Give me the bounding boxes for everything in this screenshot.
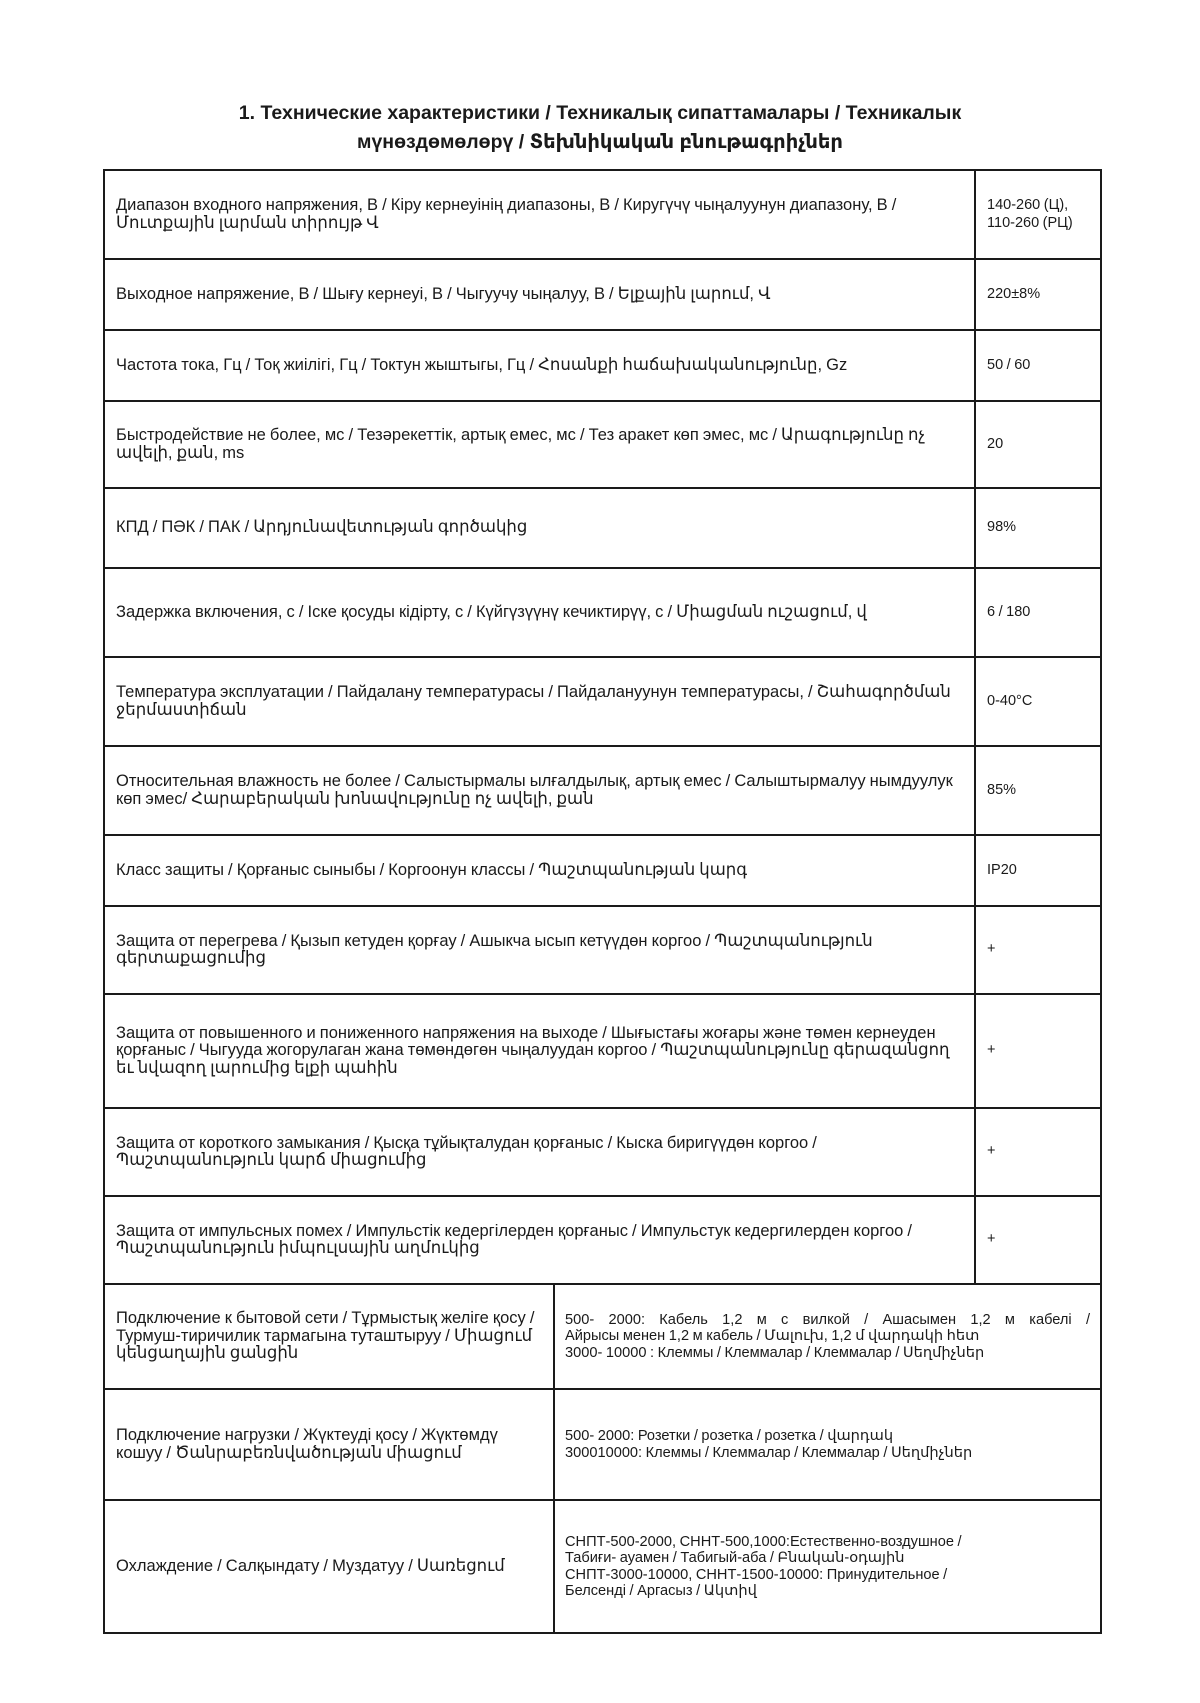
spec-value-line: 6 / 180 xyxy=(987,603,1031,620)
spec-value xyxy=(975,835,1101,906)
split-label: Подключение к бытовой сети / Тұрмыстық желіге қосу / Турмуш-тиричилик тармагына туташтыруу / Միացում կենցաղային ցանցին xyxy=(104,1284,554,1389)
spec-row xyxy=(104,568,1101,657)
spec-row xyxy=(104,746,1101,835)
split-value-line: 500- 2000: Розетки / розетка / розетка / վարդակ xyxy=(565,1428,894,1444)
spec-row xyxy=(104,906,1101,994)
spec-value xyxy=(975,488,1101,568)
split-row xyxy=(104,1284,1101,1389)
spec-value-line: + xyxy=(987,1042,996,1059)
spec-value-line: 220±8% xyxy=(987,285,1041,302)
spec-label: Задержка включения, с / Іске қосуды кідірту, с / Күйгүзүүнү кечиктирүү, с / Միացման ուշացում, վ xyxy=(104,568,975,657)
split-value-line: 500- 2000: Кабель 1,2 м с вилкой / Ашасымен 1,2 м кабелі / xyxy=(565,1311,1091,1328)
spec-row xyxy=(104,994,1101,1108)
spec-row xyxy=(104,488,1101,568)
spec-label: Температура эксплуатации / Пайдалану температурасы / Пайдалануунун температурасы, / Շահագործման ջերմաստիճան xyxy=(104,657,975,746)
spec-value xyxy=(975,746,1101,835)
spec-value xyxy=(975,401,1101,488)
spec-value-line: 140-260 (Ц), xyxy=(987,197,1069,213)
spec-row xyxy=(104,835,1101,906)
spec-label: Выходное напряжение, В / Шығу кернеуі, В / Чыгуучу чыңалуу, В / Ելքային լարում, Վ xyxy=(104,259,975,330)
spec-value-line: 85% xyxy=(987,781,1017,798)
spec-value-line: + xyxy=(987,1231,996,1248)
split-row xyxy=(104,1500,1101,1633)
spec-row xyxy=(104,1108,1101,1196)
spec-value-line: 50 / 60 xyxy=(987,356,1031,373)
split-value-line: Табиғи- ауамен / Табигый-аба / Բնական-օդային xyxy=(565,1550,905,1566)
spec-value-line: 110-260 (РЦ) xyxy=(987,214,1073,231)
split-label: Охлаждение / Салқындату / Муздатуу / Սառեցում xyxy=(104,1500,554,1633)
spec-value xyxy=(975,568,1101,657)
spec-value xyxy=(975,1196,1101,1284)
spec-value xyxy=(975,170,1101,259)
split-value-line: 3000- 10000 : Клеммы / Клеммалар / Клеммалар / Սեղմիչներ xyxy=(565,1344,985,1361)
spec-label: Защита от повышенного и пониженного напряжения на выходе / Шығыстағы жоғары және төмен кернеуден қорғаныс / Чыгууда жогорулаган жана төмөндөгөн чыңалуудан коргоо / Պաշտպանությունը գերազանցող եւ նվազող լարումից ելքի պահին xyxy=(104,994,975,1108)
split-value xyxy=(554,1389,1101,1500)
spec-value-line: 20 xyxy=(987,435,1004,452)
spec-row xyxy=(104,1196,1101,1284)
split-value xyxy=(554,1500,1101,1633)
spec-value-line: 98% xyxy=(987,519,1017,536)
spec-value xyxy=(975,259,1101,330)
spec-value-line: 0-40°C xyxy=(987,692,1033,709)
spec-value xyxy=(975,657,1101,746)
page-title xyxy=(100,99,1100,157)
spec-row xyxy=(104,259,1101,330)
split-value-line: Белсенді / Аргасыз / Ակտիվ xyxy=(565,1583,757,1599)
spec-value xyxy=(975,906,1101,994)
spec-value-line: + xyxy=(987,1143,996,1160)
spec-label: Частота тока, Гц / Тоқ жиілігі, Гц / Токтун жыштыгы, Гц / Հոսանքի հաճախականությունը, Gz xyxy=(104,330,975,401)
split-row xyxy=(104,1389,1101,1500)
spec-label: Защита от перегрева / Қызып кетуден қорғау / Ашыкча ысып кетүүдөн коргоо / Պաշտպանություն գերտաքացումից xyxy=(104,906,975,994)
split-value-line: Айрысы менен 1,2 м кабель / Մալուխ, 1,2 մ վարդակի հետ xyxy=(565,1328,980,1345)
split-label: Подключение нагрузки / Жүктеуді қосу / Жүктөмдү кошуу / Ծանրաբեռնվածության միացում xyxy=(104,1389,554,1500)
split-value-line: СНПТ-3000-10000, СННТ-1500-10000: Принудительное / xyxy=(565,1566,948,1583)
spec-value-line: + xyxy=(987,941,996,958)
spec-value xyxy=(975,994,1101,1108)
spec-row xyxy=(104,330,1101,401)
spec-label: Защита от короткого замыкания / Қысқа тұйықталудан қорғаныс / Кыска биригүүдөн коргоо / Պաշտպանություն կարճ միացումից xyxy=(104,1108,975,1196)
spec-table xyxy=(103,169,1102,1634)
spec-label: Относительная влажность не более / Салыстырмалы ылғалдылық, артық емес / Салыштырмалуу нымдуулук көп эмес/ Հարաբերական խոնավությունը ոչ ավելի, քան xyxy=(104,746,975,835)
spec-label: КПД / ПӘК / ПАК / Արդյունավետության գործակից xyxy=(104,488,975,568)
spec-table-body xyxy=(104,170,1101,1633)
spec-row xyxy=(104,401,1101,488)
title-line-1: 1. Технические характеристики / Техникалық сипаттамалары / Техникалык xyxy=(238,102,962,124)
split-value xyxy=(554,1284,1101,1389)
spec-label: Класс защиты / Қорғаныс сыныбы / Коргоонун классы / Պաշտպանության կարգ xyxy=(104,835,975,906)
spec-value xyxy=(975,330,1101,401)
split-value-line: СНПТ-500-2000, СННТ-500,1000:Естественно-воздушное / xyxy=(565,1533,962,1550)
spec-label: Быстродействие не более, мс / Тезәрекеттік, артық емес, мс / Тез аракет көп эмес, мс / Արագությունը ոչ ավելի, քան, ms xyxy=(104,401,975,488)
spec-value-line: IP20 xyxy=(987,861,1017,878)
title-line-2: мүнөздөмөлөрү / Տեխնիկական բնութագրիչներ xyxy=(357,131,843,153)
split-value-line: 300010000: Клеммы / Клеммалар / Клеммалар / Սեղմիչներ xyxy=(565,1444,973,1461)
spec-row xyxy=(104,657,1101,746)
spec-label: Защита от импульсных помех / Импульстік кедергілерден қорғаныс / Импульстук кедергилерден коргоо / Պաշտպանություն իմպուլսային աղմուկից xyxy=(104,1196,975,1284)
spec-label: Диапазон входного напряжения, В / Кіру кернеуінің диапазоны, В / Киругүчү чыңалуунун диапазону, В / Մուտքային լարման տիրույթ Վ xyxy=(104,170,975,259)
spec-row xyxy=(104,170,1101,259)
spec-value xyxy=(975,1108,1101,1196)
